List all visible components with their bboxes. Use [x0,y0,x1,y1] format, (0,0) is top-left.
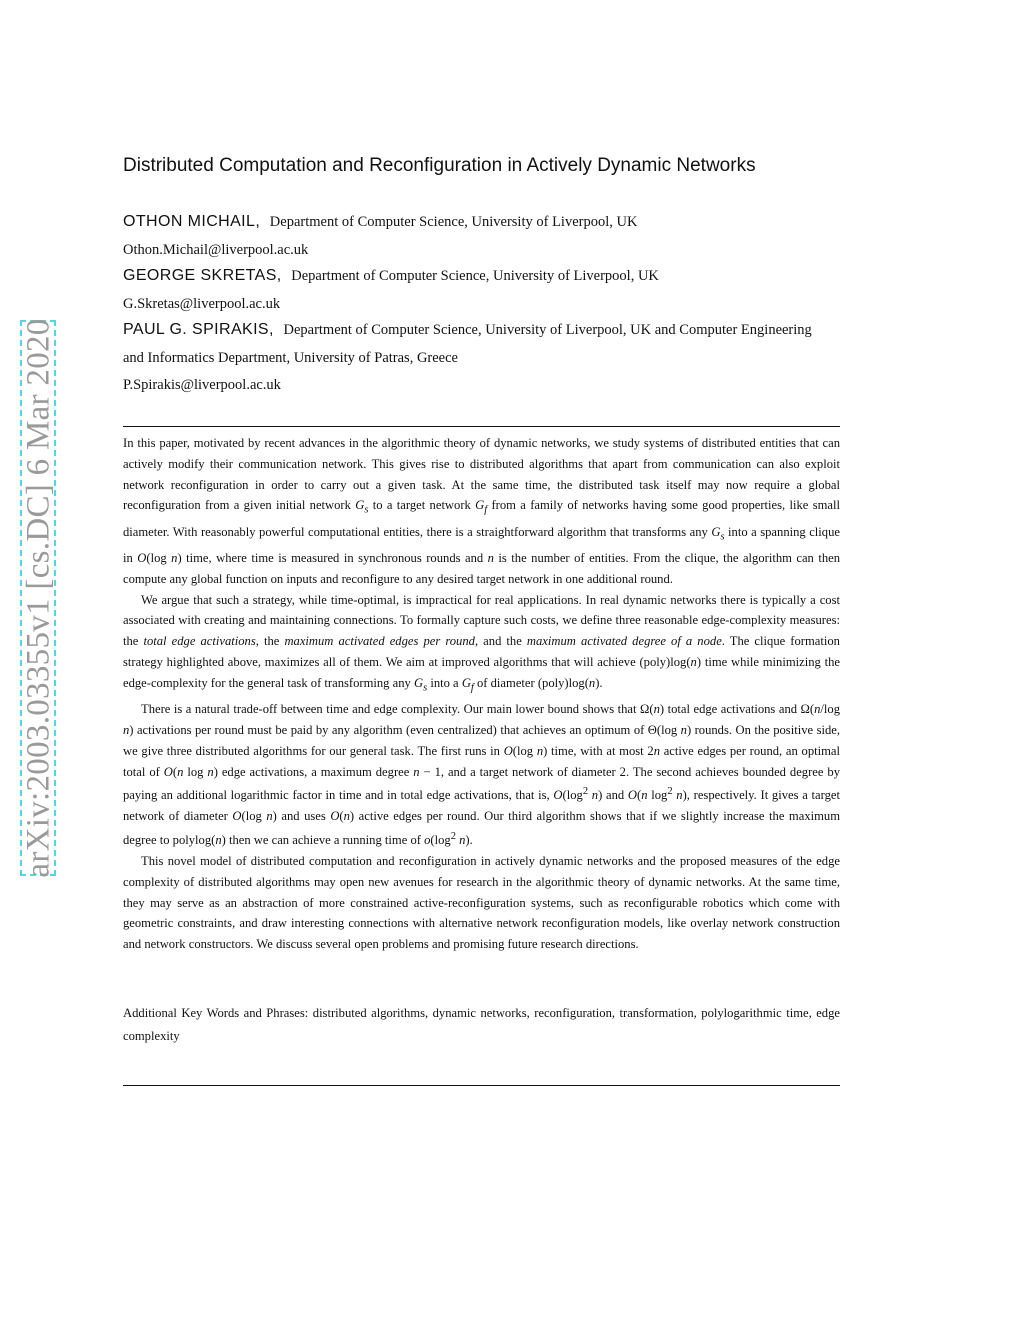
author-name: GEORGE SKRETAS, [123,267,282,284]
keywords-label: Additional Key Words and Phrases: [123,1006,309,1020]
author-affiliation: Department of Computer Science, University of Liverpool, UK [291,268,659,284]
abstract [123,433,840,955]
abstract-paragraph-1: In this paper, motivated by recent advances in the algorithmic theory of dynamic networks, we study systems of distributed entities that can actively modify their communication network. This gives rise to distributed algorithms that apart from communication can also exploit network reconfiguration in order to carry out a given task. At the same time, the distributed task itself may now require a global reconfiguration from a given initial network $G_s$ to a target network $G_f$ from a family of networks having some good properties, like small diameter. With reasonably powerful computational entities, there is a straightforward algorithm that transforms any $G_s$ into a spanning clique in O(log n) time, where time is measured in synchronous rounds and n is the number of entities. From the clique, the algorithm can then compute any global function on inputs and reconfigure to any desired target network in one additional round. [123,436,841,586]
bottom-rule [123,1085,840,1086]
top-rule [123,426,840,427]
keywords [123,1002,840,1048]
paper-title: Distributed Computation and Reconfiguration in Actively Dynamic Networks [123,155,756,176]
author-affiliation: Department of Computer Science, University of Liverpool, UK and Computer Engineering [283,322,812,338]
author-email[interactable]: G.Skretas@liverpool.ac.uk [123,296,281,312]
abstract-paragraph-3: There is a natural trade-off between time and edge complexity. Our main lower bound shows that Ω(n) total edge activations and Ω(n/log n) activations per round must be paid by any algorithm (even centralized) that achieves an optimum of Θ(log n) rounds. On the positive side, we give three distributed algorithms for our general task. The first runs in O(log n) time, with at most 2n active edges per round, an optimal total of O(n log n) edge activations, a maximum degree n − 1, and a target network of diameter 2. The second achieves bounded degree by paying an additional logarithmic factor in time and in total edge activations, that is, $O(\log^2$ n) and O(n $\log^2 n$), respectively. It gives a target network of diameter O(log n) and uses O(n) active edges per round. Our third algorithm shows that if we slightly increase the maximum degree to polylog(n) then we can achieve a running time of $o(\log^2$ n). [123,702,841,848]
author-email[interactable]: P.Spirakis@liverpool.ac.uk [123,377,281,393]
author-affiliation-continued: and Informatics Department, University of Patras, Greece [123,350,458,366]
author-email[interactable]: Othon.Michail@liverpool.ac.uk [123,242,309,258]
author-3 [123,321,812,339]
keywords-list: distributed algorithms, dynamic networks, reconfiguration, transformation, polylogarithmic time, edge complexity [123,1006,840,1043]
abstract-paragraph-4: This novel model of distributed computation and reconfiguration in actively dynamic networks and the proposed measures of the edge complexity of distributed algorithms may open new avenues for research in the algorithmic theory of dynamic networks. At the same time, they may serve as an abstraction of more constrained active-reconfiguration systems, such as reconfigurable robotics which come with geometric constraints, and draw interesting connections with alternative network reconfiguration models, like overlay network construction and network constructors. We discuss several open problems and promising future research directions. [123,854,840,952]
author-2 [123,267,659,285]
abstract-paragraph-2: We argue that such a strategy, while time-optimal, is impractical for real applications. In real dynamic networks there is typically a cost associated with creating and maintaining connections. To formally capture such costs, we define three reasonable edge-complexity measures: the total edge activations, the maximum activated edges per round, and the maximum activated degree of a node. The clique formation strategy highlighted above, maximizes all of them. We aim at improved algorithms that will achieve (poly)log(n) time while minimizing the edge-complexity for the general task of transforming any $G_s$ into a $G_f$ of diameter (poly)log(n). [123,592,840,694]
author-affiliation: Department of Computer Science, University of Liverpool, UK [269,214,638,230]
arxiv-sidebar-stamp [14,320,64,876]
author-name: OTHON MICHAIL, [123,213,261,230]
author-name: PAUL G. SPIRAKIS, [123,321,274,338]
author-1 [123,213,637,231]
arxiv-identifier: arXiv:2003.03355v1 [cs.DC] 6 Mar 2020 [20,318,57,878]
